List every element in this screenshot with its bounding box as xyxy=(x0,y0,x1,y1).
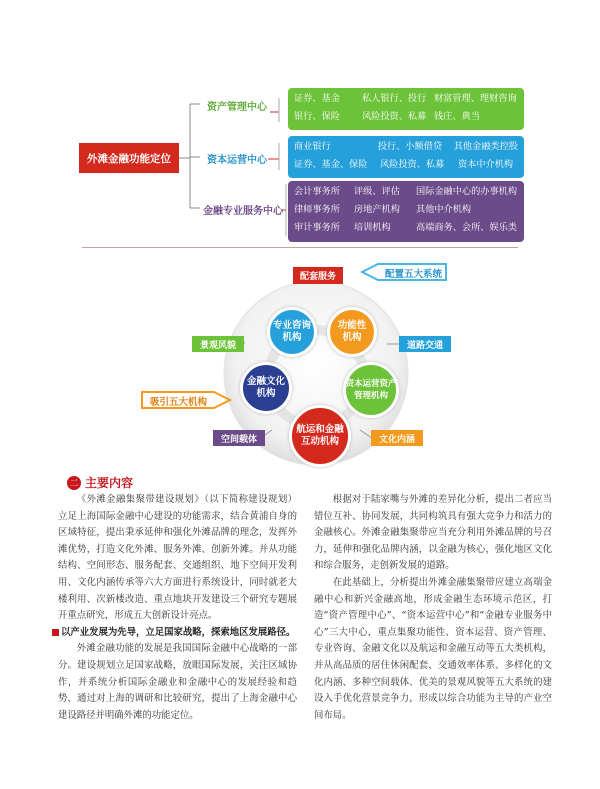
left-subheading xyxy=(52,625,297,642)
service-item: 律师事务所 xyxy=(294,204,340,215)
branch-label-asset: 资产管理中心 xyxy=(207,102,267,113)
tag-culture: 文化内涵 xyxy=(371,430,423,446)
left-column xyxy=(58,492,297,724)
asset-item: 银行、保险 xyxy=(294,111,340,122)
circle-capital-asset-label: 资本运营资产 管理机构 xyxy=(345,379,397,401)
capital-item: 商业银行 xyxy=(294,141,331,152)
service-item: 培训机构 xyxy=(354,222,391,233)
capital-item: 资本中介机构 xyxy=(458,159,514,170)
capital-item: 风险投资、私募 xyxy=(380,159,445,170)
left-paragraph-1: 《外滩金融集聚带建设规划》（以下简称建设规划）立足上海国际金融中心建设的功能需求，结合黄浦自身的区域特征，提出秉承延伸和强化外滩品牌的理念，发挥外滩优势，打造文化外滩、服务外滩、创新外滩。并从功能结构、空间形态、服务配套、交通组织、地下空间开发利用、文化内涵传承等六大方面进行系统设计，同时就老大楼利用、次新楼改造、重点地块开发建设三个研究专题展开重点研究，形成五大创新设计亮点。 xyxy=(58,494,297,622)
service-item: 评级、评估 xyxy=(354,186,400,197)
section-number: 二 xyxy=(69,479,79,489)
service-item: 其他中介机构 xyxy=(416,204,472,215)
circle-functional xyxy=(327,307,377,357)
callout-five-institutions: 吸引五大机构 xyxy=(150,397,208,408)
service-item: 房地产机构 xyxy=(354,204,400,215)
tag-space-carrier: 空间载体 xyxy=(213,430,265,446)
tag-transport: 道路交通 xyxy=(399,336,451,352)
circle-functional-label: 功能性 机构 xyxy=(337,320,367,343)
tag-supporting-services: 配套服务 xyxy=(293,267,343,284)
section-title: 主要内容 xyxy=(85,476,134,490)
section-divider xyxy=(82,247,518,248)
circle-consulting xyxy=(267,307,317,357)
section-number-icon xyxy=(67,476,81,490)
section-heading xyxy=(67,474,133,491)
right-paragraph-2: 在此基础上，分析提出外滩金融集聚带应建立高端金融中心和新兴金融高地，形成金融生态环境示范区，打造“资产管理中心”、“资本运营中心”和“金融专业服务中心”三大中心，重点集聚功能性、资本运营、资产管理、专业咨询、金融文化以及航运和金融互动等五大类机构，并从高品质的居住休闲配套、交通效率体系、多样化的文化内涵、多种空间载体、优美的景观风貌等五大系统的建设入手优化营景竞争力，形成以综合功能为主导的产业空间布局。 xyxy=(314,576,552,721)
right-paragraph-1: 根据对于陆家嘴与外滩的差异化分析，提出二者应当错位互补、协同发展，共同构筑具有强大竞争力和活力的金融核心。外滩金融集聚带应当充分利用外滩品牌的号召力，延伸和强化品牌内涵，以金融为核心，强化地区文化和综合服务，走创新发展的道路。 xyxy=(314,494,552,572)
service-item: 审计事务所 xyxy=(294,222,340,233)
callout-five-systems: 配置五大系统 xyxy=(385,269,443,280)
right-column xyxy=(314,492,552,724)
asset-item: 风险投资、私募 xyxy=(362,111,427,122)
branch-label-capital: 资本运营中心 xyxy=(207,155,267,166)
branch-label-service: 金融专业服务中心 xyxy=(203,206,283,217)
service-item: 会计事务所 xyxy=(294,186,340,197)
left-subheading-text: 以产业发展为先导，立足国家战略，探索地区发展路径。 xyxy=(61,626,296,638)
service-center-box xyxy=(288,181,524,242)
asset-item: 私人银行、投行 xyxy=(362,93,427,104)
circle-shipping-finance-label: 航运和金融 互动机构 xyxy=(296,424,344,447)
circle-finance-culture-label: 金融文化 机构 xyxy=(246,376,285,399)
asset-item: 钱庄、典当 xyxy=(434,111,480,122)
capital-item: 其他金融类控股 xyxy=(453,141,518,152)
service-item: 国际金融中心的办事机构 xyxy=(416,186,518,197)
bullet-square-icon xyxy=(52,629,59,636)
asset-item: 财富管理、理财咨询 xyxy=(434,93,517,104)
capital-item: 证券、基金、保险 xyxy=(294,159,368,170)
circle-shipping-finance xyxy=(289,405,351,467)
left-paragraph-2: 外滩金融功能的发展是我国国际金融中心战略的一部分。建设规划立足国家战略，放眼国际发展，关注区域协作，并系统分析国际金融业和金融中心的发展经验和趋势，通过对上海的调研和比较研究，提出了上海金融中心建设路径并明确外滩的功能定位。 xyxy=(58,643,297,721)
tree-root: 外滩金融功能定位 xyxy=(79,143,179,173)
asset-center-box xyxy=(288,88,524,130)
asset-item: 证券、基金 xyxy=(294,93,340,104)
circle-capital-asset xyxy=(343,362,399,418)
service-item: 高端商务、会所、娱乐类 xyxy=(416,222,518,233)
capital-item: 投行、小额借贷 xyxy=(377,141,443,152)
circle-finance-culture xyxy=(240,362,292,414)
circle-consulting-label: 专业咨询 机构 xyxy=(272,320,311,343)
tag-landscape: 景观风貌 xyxy=(192,336,244,352)
capital-center-box xyxy=(288,136,524,178)
